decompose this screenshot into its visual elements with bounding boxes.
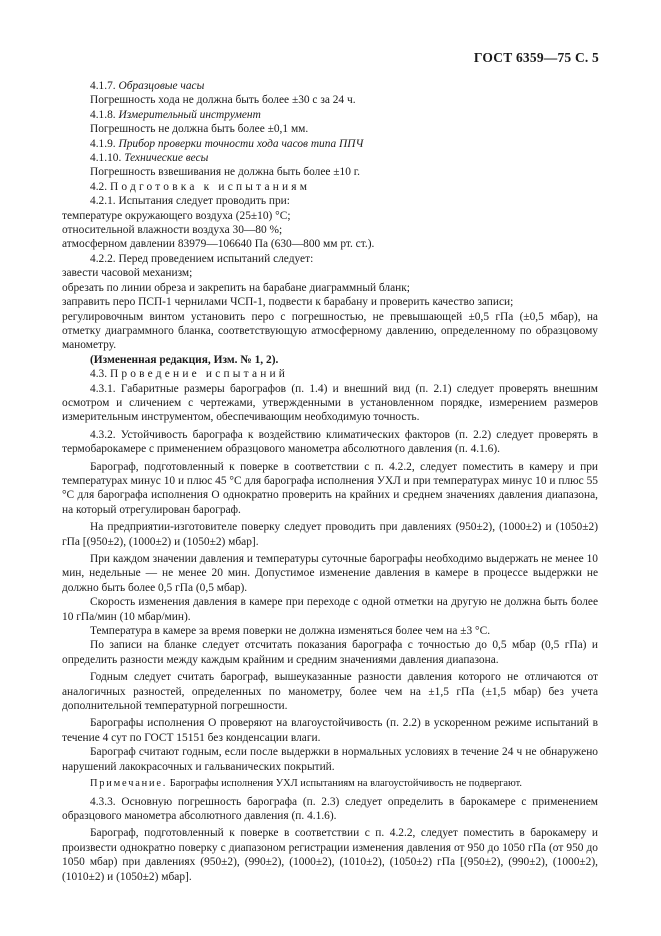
- section-title: Образцовые часы: [118, 80, 205, 92]
- paragraph: Барограф, подготовленный к поверке в соответствии с п. 4.2.2, следует поместить в камеру и при температурах минус 10 и плюс 45 °С для барографа исполнения УХЛ и при температурах минус 10 и плюс 55 °С для барографа исполнения О однократно проверить на крайних и среднем значениях давления диапазона, на который отрегулирован барограф.: [62, 460, 598, 516]
- section-title: Проведение испытаний: [109, 368, 289, 381]
- paragraph: Скорость изменения давления в камере при переходе с одной отметки на другую не должна быть более 10 гПа/мин (10 мбар/мин).: [62, 596, 598, 623]
- paragraph: Температура в камере за время поверки не должна изменяться более чем на ±3 °С.: [90, 625, 491, 638]
- paragraph: Барограф, подготовленный к поверке в соответствии с п. 4.2.2, следует поместить в барокамеру и произвести однократно поверку с диапазоном регистрации изменения давления от 950 до 1050 гПа (от 950 до 1050 мбар) при давлениях (950±2), (990±2), (1000±2), (1010±2), (1050±2) гПа [(950±2), (990±2), (1000±2), (1010±2) и (1050±2) мбар].: [62, 827, 598, 883]
- condition-line: относительной влажности воздуха 30—80 %;: [62, 224, 283, 237]
- section-number: 4.1.8.: [90, 108, 116, 121]
- condition-line: температуре окружающего воздуха (25±10) °С;: [62, 209, 291, 222]
- section-title: Прибор проверки точности хода часов типа ППЧ: [118, 137, 364, 150]
- paragraph: Годным следует считать барограф, вышеуказанные разности давления которого не отличаются от аналогичных разностей, определенных по манометру, более чем на ±1,5 гПа (±1,5 мбар) без учета дополнительной температурной погрешности.: [62, 671, 598, 713]
- section-body: Погрешность взвешивания не должна быть более ±10 г.: [90, 166, 361, 179]
- note: [90, 777, 598, 791]
- clause-4-2-2: 4.2.2. Перед проведением испытаний следует:: [90, 252, 314, 265]
- paragraph: Барограф считают годным, если после выдержки в нормальных условиях в течение 24 ч не обнаружено нарушений лакокрасочных и гальванических покрытий.: [62, 746, 598, 773]
- step-line: обрезать по линии обреза и закрепить на барабане диаграммный бланк;: [62, 281, 410, 294]
- paragraph: На предприятии-изготовителе поверку следует проводить при давлениях (950±2), (1000±2) и (1050±2) гПа [(950±2), (1000±2) и (1050±2) мбар].: [62, 521, 598, 548]
- edition-note: (Измененная редакция, Изм. № 1, 2).: [90, 353, 279, 366]
- clause-4-3-2: 4.3.2. Устойчивость барографа к воздействию климатических факторов (п. 2.2) следует проверять в термобарокамере с применением образцового манометра абсолютного давления (п. 4.1.6).: [62, 428, 598, 456]
- step-line: завести часовой механизм;: [62, 267, 193, 280]
- note-text: Барографы исполнения УХЛ испытаниям на влагоустойчивость не подвергают.: [169, 778, 523, 790]
- section-title: Измерительный инструмент: [118, 108, 261, 121]
- clause-4-3-3: 4.3.3. Основную погрешность барографа (п. 2.3) следует определить в барокамере с применением образцового манометра абсолютного давления (п. 4.1.6).: [62, 795, 598, 822]
- section-4-3: [90, 367, 598, 381]
- clause-4-3-1: 4.3.1. Габаритные размеры барографов (п. 1.4) и внешний вид (п. 2.1) следует проверять внешним осмотром и сличением с чертежами, утвержденными в установленном порядке, измерением размеров измерительным инструментом, обеспечивающим необходимую точность.: [62, 382, 598, 424]
- section-4-1-9: [90, 137, 598, 151]
- section-number: 4.1.9.: [90, 137, 116, 150]
- section-number: 4.3.: [90, 368, 108, 381]
- section-4-2: [90, 180, 598, 194]
- clause-4-2-1: 4.2.1. Испытания следует проводить при:: [90, 195, 290, 208]
- step-line: заправить перо ПСП-1 чернилами ЧСП-1, подвести к барабану и проверить качество записи;: [62, 296, 514, 309]
- section-title: Технические весы: [124, 152, 209, 165]
- page-header: ГОСТ 6359—75 С. 5: [473, 50, 599, 65]
- section-4-1-10: [90, 151, 598, 165]
- section-number: 4.1.7.: [90, 80, 116, 92]
- section-4-1-8: [90, 108, 598, 122]
- section-title: Подготовка к испытаниям: [109, 180, 311, 193]
- note-label: Примечание.: [90, 778, 168, 790]
- section-body: Погрешность не должна быть более ±0,1 мм.: [90, 123, 309, 136]
- step-paragraph: регулировочным винтом установить перо с погрешностью, не превышающей ±0,5 гПа (±0,5 мбар), на отметку диаграммного бланка, соответствующую атмосферному давлению, определенному по образцовому манометру.: [62, 310, 598, 352]
- paragraph: По записи на бланке следует отсчитать показания барографа с точностью до 0,5 мбар (0,5 гПа) и определить разности между каждым крайним и средним значениями давления диапазона.: [62, 639, 598, 666]
- section-body: Погрешность хода не должна быть более ±30 с за 24 ч.: [90, 94, 356, 107]
- page-body: [62, 79, 598, 884]
- section-4-1-7: [90, 79, 598, 93]
- section-number: 4.1.10.: [90, 152, 122, 165]
- condition-line: атмосферном давлении 83979—106640 Па (630—800 мм рт. ст.).: [62, 238, 375, 251]
- section-number: 4.2.: [90, 180, 108, 193]
- paragraph: Барографы исполнения О проверяют на влагоустойчивость (п. 2.2) в ускоренном режиме испытаний в течение 4 сут по ГОСТ 15151 без конденсации влаги.: [62, 717, 598, 744]
- paragraph: При каждом значении давления и температуры суточные барографы необходимо выдержать не менее 10 мин, недельные — не менее 20 мин. Допустимое изменение давления в камере в процессе выдержки не должно быть более 0,5 гПа (0,5 мбар).: [62, 553, 598, 594]
